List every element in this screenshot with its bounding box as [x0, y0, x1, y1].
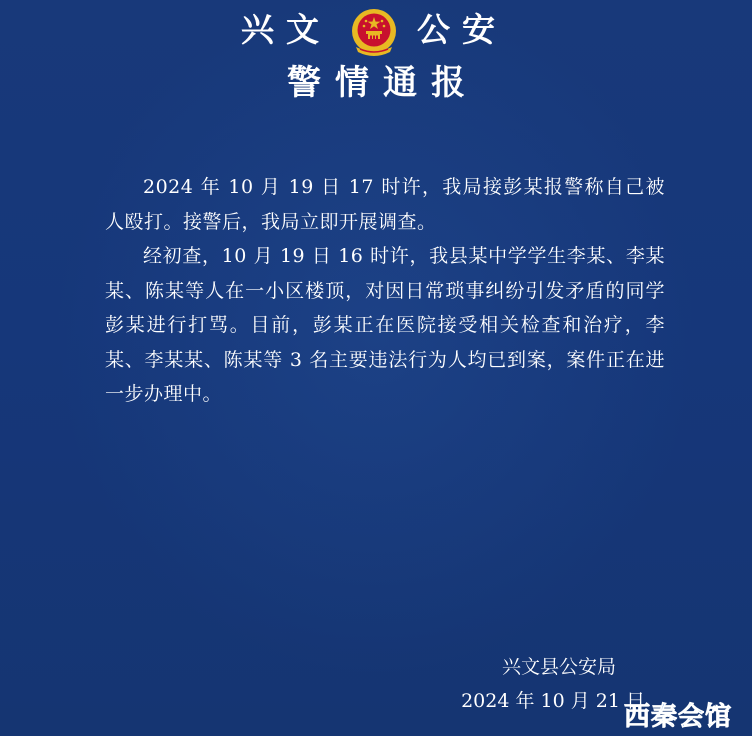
signature-date: 2024 年 10 月 21 日	[461, 690, 645, 712]
notice-title: 警情通报	[287, 63, 479, 103]
signature-organization: 兴文县公安局	[502, 656, 617, 678]
header	[0, 6, 752, 56]
header-right-title: 公安	[417, 10, 507, 49]
notice-body	[105, 170, 665, 412]
watermark-text: 西秦会馆	[624, 702, 733, 732]
police-emblem-icon	[346, 6, 402, 60]
signature-block	[461, 650, 645, 718]
header-left-title: 兴文	[241, 10, 331, 49]
body-paragraph-1: 2024 年 10 月 19 日 17 时许，我局接彭某报警称自己被人殴打。接警后，我局立即开展调查。	[105, 176, 665, 233]
body-paragraph-2: 经初查，10 月 19 日 16 时许，我县某中学学生李某、李某某、陈某等人在一小区楼顶，对因日常琐事纠纷引发矛盾的同学彭某进行打骂。目前，彭某正在医院接受相关检查和治疗，李某、李某某、陈某等 3 名主要违法行为人均已到案，案件正在进一步办理中。	[105, 245, 665, 405]
watermark-logo	[622, 698, 742, 732]
